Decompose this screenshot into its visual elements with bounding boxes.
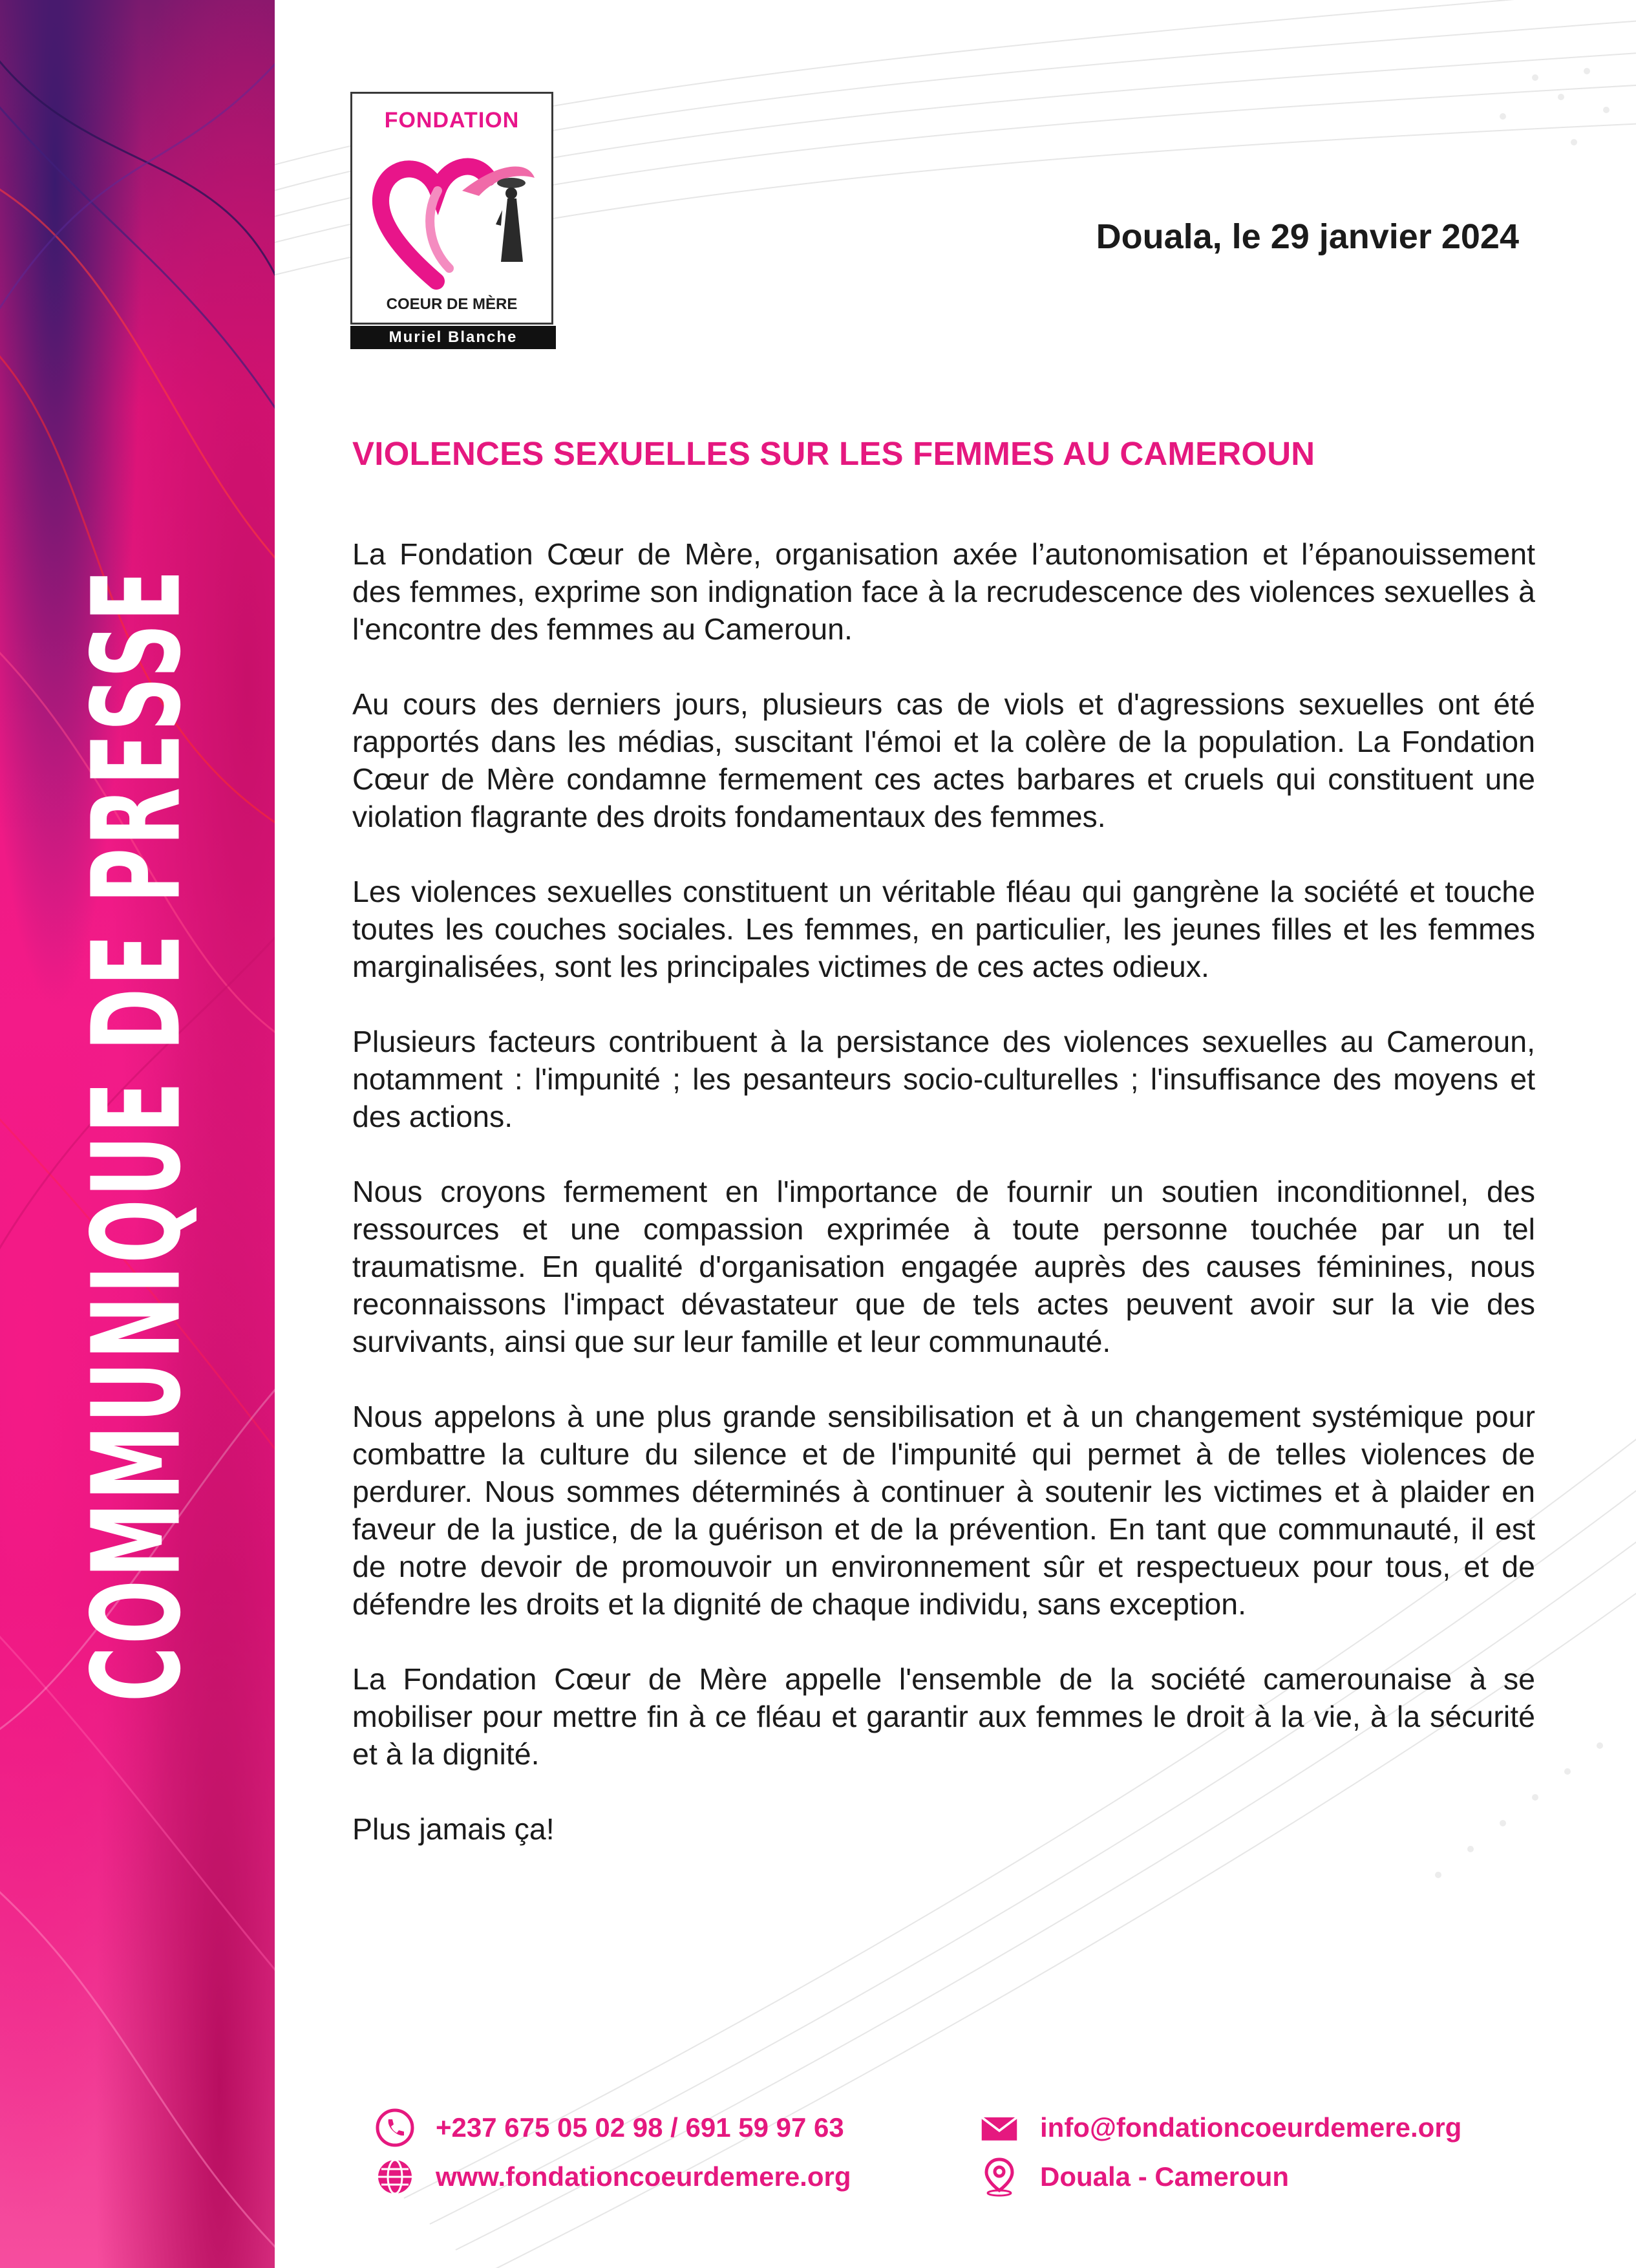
- body-paragraph: Nous appelons à une plus grande sensibilisation et à un changement systémique pour combattre la culture du silence et de l'impunité qui permet à de telles violences de perdurer. Nous sommes déterminés à continuer à soutenir les victimes et à plaider en faveur de la justice, de la guérison et de la prévention. En tant que communauté, il est de notre devoir de promouvoir un environnement sûr et respectueux pour tous, et de défendre les droits et la dignité de chaque individu, sans exception.: [352, 1400, 1535, 1621]
- globe-icon: [375, 2157, 415, 2197]
- logo-top-text: FONDATION: [384, 108, 520, 133]
- foundation-logo: [350, 92, 556, 350]
- logo-bottom-text: COEUR DE MÈRE: [386, 295, 518, 313]
- body-paragraph: Nous croyons fermement en l'importance de fournir un soutien inconditionnel, des ressources et une compassion exprimée à toute personne touchée par un tel traumatisme. En qualité d'organisation engagée auprès des causes féminines, nous reconnaissons l'impact dévastateur que de tels actes peuvent avoir sur la vie des survivants, ainsi que sur leur famille et leur communauté.: [352, 1175, 1535, 1358]
- footer-phone: [375, 2108, 844, 2148]
- email-link[interactable]: info@fondationcoeurdemere.org: [1040, 2112, 1462, 2143]
- contact-footer: [375, 2108, 1538, 2211]
- footer-website: [375, 2157, 851, 2197]
- location-text: Douala - Cameroun: [1040, 2161, 1290, 2192]
- footer-location: [979, 2157, 1289, 2197]
- phone-numbers[interactable]: +237 675 05 02 98 / 691 59 97 63: [436, 2112, 844, 2143]
- phone-icon: [375, 2108, 415, 2148]
- heart-mother-emblem-icon: [365, 139, 542, 292]
- logo-frame: [350, 92, 553, 325]
- body-paragraph: Au cours des derniers jours, plusieurs cas de viols et d'agressions sexuelles ont été rapportés dans les médias, suscitant l'émoi et la colère de la population. La Fondation Cœur de Mère condamne fermement ces actes barbares et cruels qui constituent une violation flagrante des droits fondamentaux des femmes.: [352, 687, 1535, 833]
- envelope-icon: [979, 2108, 1019, 2148]
- document-body: [352, 535, 1535, 1848]
- side-banner-title: COMMUNIQUE DE PRESSE: [66, 567, 208, 1702]
- body-paragraph: La Fondation Cœur de Mère appelle l'ensemble de la société camerounaise à se mobiliser pour mettre fin à ce fléau et garantir aux femmes le droit à la vie, à la sécurité et à la dignité.: [352, 1662, 1535, 1771]
- logo-subtitle: Muriel Blanche: [350, 326, 556, 349]
- side-banner: [0, 0, 275, 2268]
- document-headline: VIOLENCES SEXUELLES SUR LES FEMMES AU CAMEROUN: [352, 435, 1315, 472]
- location-pin-icon: [979, 2157, 1019, 2197]
- website-link[interactable]: www.fondationcoeurdemere.org: [436, 2161, 851, 2192]
- body-paragraph: Les violences sexuelles constituent un véritable fléau qui gangrène la société et touche toutes les couches sociales. Les femmes, en particulier, les jeunes filles et les femmes marginalisées, sont les principales victimes de ces actes odieux.: [352, 875, 1535, 983]
- document-date: Douala, le 29 janvier 2024: [1096, 217, 1519, 256]
- body-paragraph: Plusieurs facteurs contribuent à la persistance des violences sexuelles au Cameroun, notamment : l'impunité ; les pesanteurs socio-culturelles ; l'insuffisance des moyens et des actions.: [352, 1025, 1535, 1133]
- closing-line: Plus jamais ça!: [352, 1812, 555, 1846]
- footer-email: [979, 2108, 1461, 2148]
- body-paragraph: La Fondation Cœur de Mère, organisation axée l’autonomisation et l’épanouissement des femmes, exprime son indignation face à la recrudescence des violences sexuelles à l'encontre des femmes au Cameroun.: [352, 537, 1535, 646]
